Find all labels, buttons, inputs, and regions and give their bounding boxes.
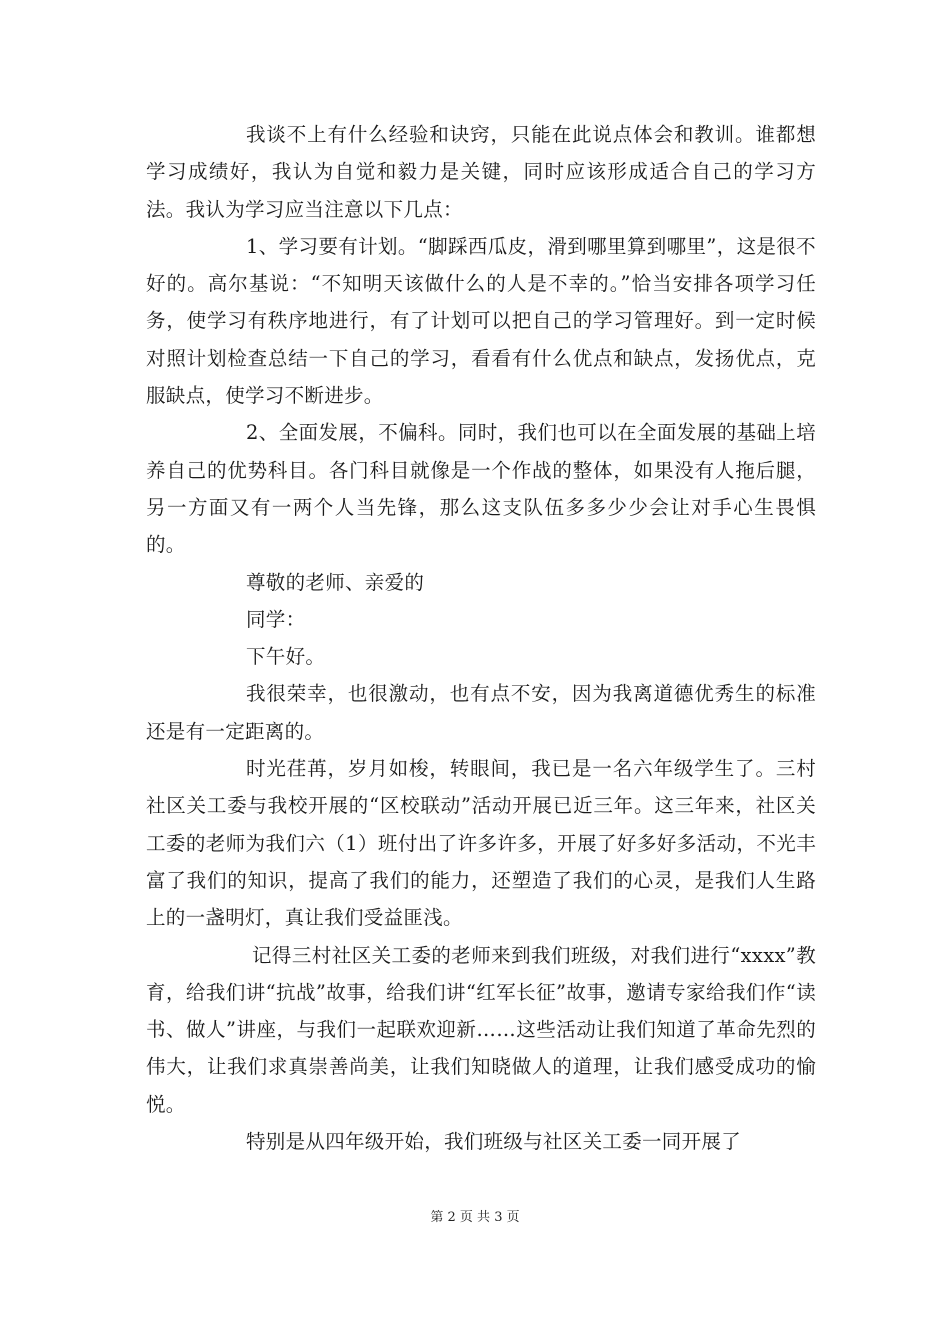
paragraph-time: 时光荏苒，岁月如梭，转眼间，我已是一名六年级学生了。三村社区关工委与我校开展的“区校联动”活动开展已近三年。这三年来，社区关工委的老师为我们六（1）班付出了许多许多，开展了好多好多活动，不光丰富了我们的知识，提高了我们的能力，还塑造了我们的心灵，是我们人生路上的一盏明灯，真让我们受益匪浅。 (146, 757, 816, 930)
paragraph-honor: 我很荣幸，也很激动，也有点不安，因为我离道德优秀生的标准还是有一定距离的。 (146, 682, 816, 743)
paragraph-point-1: 1、学习要有计划。“脚踩西瓜皮，滑到哪里算到哪里”，这是很不好的。高尔基说：“不知明天该做什么的人是不幸的。”恰当安排各项学习任务，使学习有秩序地进行，有了计划可以把自己的学习管理好。到一定时候对照计划检查总结一下自己的学习，看看有什么优点和缺点，发扬优点，克服缺点，使学习不断进步。 (146, 234, 816, 408)
paragraph-memory: 记得三村社区关工委的老师来到我们班级，对我们进行“xxxx”教育，给我们讲“抗战”故事，给我们讲“红军长征”故事，邀请专家给我们作“读书、做人”讲座，与我们一起联欢迎新……这些活动让我们知道了革命先烈的伟大，让我们求真崇善尚美，让我们知晓做人的道理，让我们感受成功的愉悦。 (146, 943, 816, 1116)
page-number: 第 2 页 共 3 页 (430, 1210, 520, 1225)
paragraph-intro: 我谈不上有什么经验和诀窍，只能在此说点体会和教训。谁都想学习成绩好，我认为自觉和毅力是关键，同时应该形成适合自己的学习方法。我认为学习应当注意以下几点： (146, 123, 816, 221)
document-body (146, 116, 816, 1160)
paragraph-salutation: 尊敬的老师、亲爱的 (246, 570, 425, 594)
paragraph-salutation-cont: 同学： (246, 607, 306, 631)
paragraph-grade-four: 特别是从四年级开始，我们班级与社区关工委一同开展了 (246, 1130, 742, 1154)
paragraph-point-2: 2、全面发展，不偏科。同时，我们也可以在全面发展的基础上培养自己的优势科目。各门科目就像是一个作战的整体，如果没有人拖后腿，另一方面又有一两个人当先锋，那么这支队伍多多少少会让对手心生畏惧的。 (146, 421, 816, 557)
paragraph-greeting: 下午好。 (246, 645, 326, 669)
